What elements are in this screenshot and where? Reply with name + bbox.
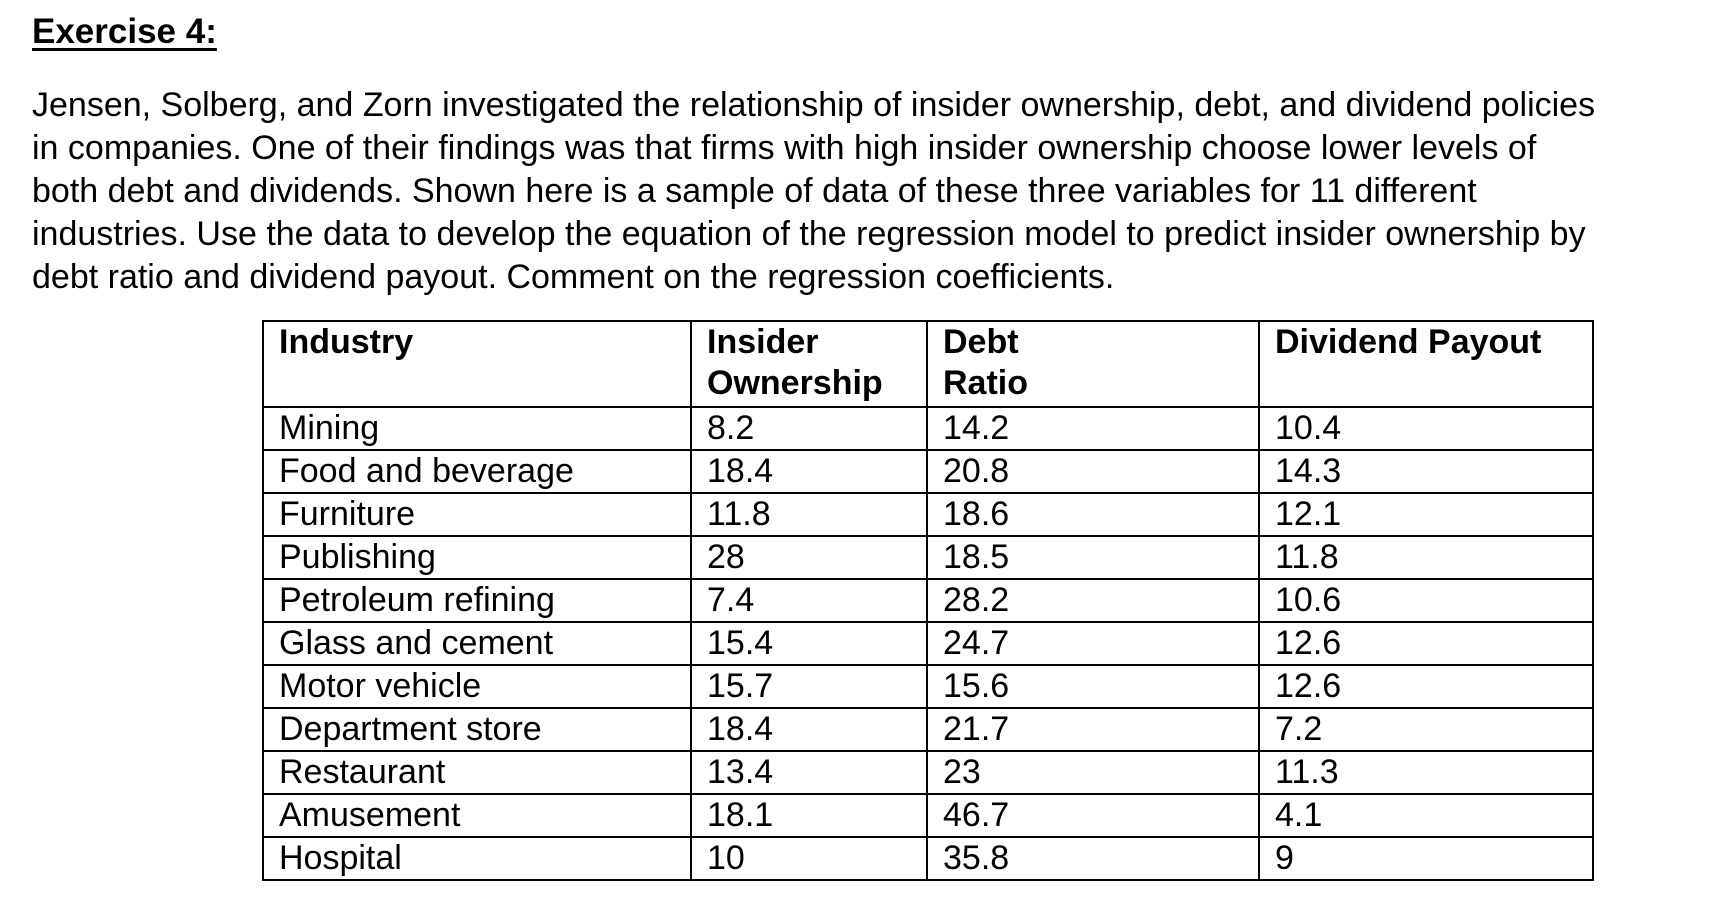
table-row xyxy=(263,407,1593,450)
cell-dividend-payout: 14.3 xyxy=(1259,450,1593,493)
cell-debt-ratio: 35.8 xyxy=(927,837,1259,880)
table-row xyxy=(263,450,1593,493)
exercise-title: Exercise 4: xyxy=(32,12,217,51)
cell-industry: Glass and cement xyxy=(263,622,691,665)
header-dividend-payout xyxy=(1259,321,1593,407)
header-insider-line2: Ownership xyxy=(707,364,883,402)
cell-industry: Motor vehicle xyxy=(263,665,691,708)
cell-debt-ratio: 28.2 xyxy=(927,579,1259,622)
cell-dividend-payout: 7.2 xyxy=(1259,708,1593,751)
cell-insider-ownership: 18.1 xyxy=(691,794,927,837)
cell-debt-ratio: 21.7 xyxy=(927,708,1259,751)
table-row xyxy=(263,536,1593,579)
table-row xyxy=(263,493,1593,536)
cell-dividend-payout: 12.6 xyxy=(1259,665,1593,708)
description-line: Jensen, Solberg, and Zorn investigated the relationship of insider ownership, debt, and dividend policies xyxy=(32,86,1596,124)
cell-dividend-payout: 4.1 xyxy=(1259,794,1593,837)
cell-dividend-payout: 11.8 xyxy=(1259,536,1593,579)
table-row xyxy=(263,579,1593,622)
header-dividend-label: Dividend Payout xyxy=(1275,323,1542,361)
cell-insider-ownership: 7.4 xyxy=(691,579,927,622)
cell-insider-ownership: 28 xyxy=(691,536,927,579)
cell-industry: Petroleum refining xyxy=(263,579,691,622)
description-line: debt ratio and dividend payout. Comment on the regression coefficients. xyxy=(32,258,1115,296)
cell-debt-ratio: 23 xyxy=(927,751,1259,794)
cell-dividend-payout: 12.6 xyxy=(1259,622,1593,665)
cell-industry: Amusement xyxy=(263,794,691,837)
cell-insider-ownership: 11.8 xyxy=(691,493,927,536)
description-line: industries. Use the data to develop the equation of the regression model to predict insider ownership by xyxy=(32,215,1586,253)
header-insider-ownership xyxy=(691,321,927,407)
cell-industry: Department store xyxy=(263,708,691,751)
cell-debt-ratio: 46.7 xyxy=(927,794,1259,837)
cell-dividend-payout: 9 xyxy=(1259,837,1593,880)
table-row xyxy=(263,794,1593,837)
table-row xyxy=(263,751,1593,794)
description-line: both debt and dividends. Shown here is a sample of data of these three variables for 11 different xyxy=(32,172,1477,210)
cell-insider-ownership: 15.7 xyxy=(691,665,927,708)
cell-insider-ownership: 18.4 xyxy=(691,450,927,493)
header-insider-line1: Insider xyxy=(707,323,819,361)
cell-insider-ownership: 10 xyxy=(691,837,927,880)
cell-insider-ownership: 13.4 xyxy=(691,751,927,794)
header-industry xyxy=(263,321,691,407)
cell-dividend-payout: 11.3 xyxy=(1259,751,1593,794)
cell-dividend-payout: 10.4 xyxy=(1259,407,1593,450)
table-header-row xyxy=(263,321,1593,407)
description-line: in companies. One of their findings was that firms with high insider ownership choose lower levels of xyxy=(32,129,1537,167)
cell-debt-ratio: 24.7 xyxy=(927,622,1259,665)
header-debt-line2: Ratio xyxy=(943,364,1028,402)
cell-industry: Mining xyxy=(263,407,691,450)
cell-insider-ownership: 8.2 xyxy=(691,407,927,450)
header-debt-ratio xyxy=(927,321,1259,407)
exercise-description xyxy=(32,84,1702,299)
header-industry-label: Industry xyxy=(279,323,414,361)
cell-debt-ratio: 18.6 xyxy=(927,493,1259,536)
table-row xyxy=(263,708,1593,751)
cell-debt-ratio: 15.6 xyxy=(927,665,1259,708)
cell-debt-ratio: 14.2 xyxy=(927,407,1259,450)
cell-industry: Hospital xyxy=(263,837,691,880)
table-row xyxy=(263,837,1593,880)
cell-insider-ownership: 18.4 xyxy=(691,708,927,751)
cell-dividend-payout: 12.1 xyxy=(1259,493,1593,536)
table-row xyxy=(263,665,1593,708)
cell-industry: Food and beverage xyxy=(263,450,691,493)
cell-dividend-payout: 10.6 xyxy=(1259,579,1593,622)
cell-debt-ratio: 20.8 xyxy=(927,450,1259,493)
industry-data-table xyxy=(262,320,1594,881)
table-row xyxy=(263,622,1593,665)
header-debt-line1: Debt xyxy=(943,323,1019,361)
cell-industry: Restaurant xyxy=(263,751,691,794)
cell-debt-ratio: 18.5 xyxy=(927,536,1259,579)
cell-insider-ownership: 15.4 xyxy=(691,622,927,665)
cell-industry: Publishing xyxy=(263,536,691,579)
cell-industry: Furniture xyxy=(263,493,691,536)
